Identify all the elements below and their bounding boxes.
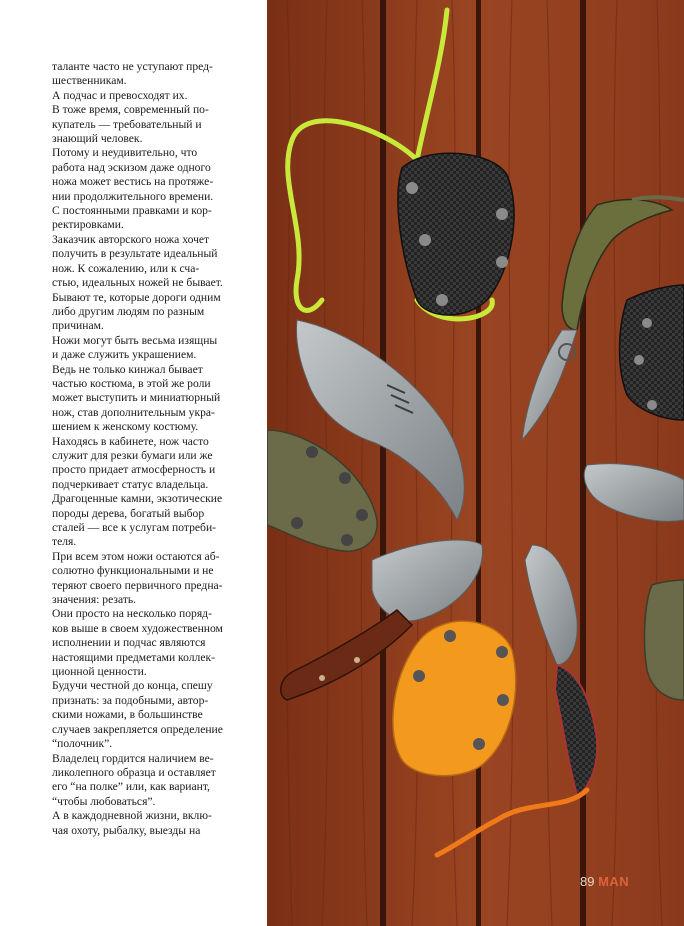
article-line: ножа может вестись на протяже- <box>52 175 214 189</box>
article-line: солютно функциональными и не <box>52 564 214 578</box>
article-line: ликолепного образца и оставляет <box>52 765 216 779</box>
article-line: таланте часто не уступают пред- <box>52 60 213 73</box>
knives-photo-svg <box>267 0 684 926</box>
article-line: Заказчик авторского ножа хочет <box>52 232 210 246</box>
article-line: случаев закрепляется определение <box>52 722 223 736</box>
article-paragraph <box>52 60 242 89</box>
article-line: Ведь не только кинжал бывает <box>52 362 203 376</box>
knives-photo <box>267 0 684 926</box>
article-paragraph <box>52 809 242 838</box>
article-line: нож. К сожалению, или к сча- <box>52 261 200 275</box>
article-line: знающий человек. <box>52 132 143 146</box>
article-paragraph <box>52 550 242 608</box>
article-line: шением к женскому костюму. <box>52 420 199 434</box>
article-line: ков выше в своем художественном <box>52 621 223 635</box>
article-line: нии продолжительного времени. <box>52 189 214 203</box>
article-line: настоящими предметами коллек- <box>52 650 215 664</box>
article-paragraph <box>52 607 242 679</box>
article-paragraph <box>52 679 242 751</box>
page-number: 89 <box>580 874 595 889</box>
article-line: частью костюма, в этой же роли <box>52 376 211 390</box>
article-line: его “на полке” или, как вариант, <box>52 780 210 794</box>
article-paragraph <box>52 89 242 103</box>
article-line: ционной ценности. <box>52 665 147 679</box>
article-line: и даже служить украшением. <box>52 348 197 362</box>
article-line: либо другим людям по разным <box>52 304 205 318</box>
article-line: скими ножами, в большинстве <box>52 708 203 722</box>
article-line: получить в результате идеальный <box>52 247 218 261</box>
article-line: С постоянными правками и кор- <box>52 204 212 218</box>
article-line: Они просто на несколько поряд- <box>52 607 212 621</box>
article-line: А подчас и превосходят их. <box>52 88 188 102</box>
article-line: служит для резки бумаги или же <box>52 448 213 462</box>
article-line: Драгоценные камни, экзотические <box>52 492 223 506</box>
magazine-name: MAN <box>598 874 630 889</box>
article-line: сталей — все к услугам потреби- <box>52 521 217 534</box>
article-line: породы дерева, богатый выбор <box>52 506 205 520</box>
article-line: шественникам. <box>52 74 127 88</box>
article-paragraph <box>52 233 242 334</box>
article-line: работа над эскизом даже одного <box>52 160 211 174</box>
article-paragraph <box>52 334 242 550</box>
article-line: подчеркивает статус владельца. <box>52 477 209 491</box>
article-line: чая охоту, рыбалку, выезды на <box>52 823 201 837</box>
article-line: Владелец гордится наличием ве- <box>52 751 214 765</box>
article-line: нож, став дополнительным укра- <box>52 405 215 419</box>
article-line: Находясь в кабинете, нож часто <box>52 434 209 448</box>
article-paragraph <box>52 146 242 204</box>
article-line: просто придает атмосферность и <box>52 463 216 477</box>
article-line: стью, идеальных ножей не бывает. <box>52 276 223 290</box>
article-text-column <box>52 60 242 838</box>
article-line: А в каждодневной жизни, вклю- <box>52 809 212 823</box>
article-line: ректировками. <box>52 218 124 232</box>
article-line: теряют своего первичного предна- <box>52 578 223 592</box>
article-line: причинам. <box>52 319 104 333</box>
article-paragraph <box>52 204 242 233</box>
article-line: Потому и неудивительно, что <box>52 146 198 160</box>
article-line: Бывают те, которые дороги одним <box>52 290 221 304</box>
article-line: признать: за подобными, автор- <box>52 693 209 707</box>
article-line: значения: резать. <box>52 593 137 607</box>
article-line: исполнении и подчас являются <box>52 636 206 650</box>
article-line: В тоже время, современный по- <box>52 103 209 117</box>
article-line: “чтобы любоваться”. <box>52 794 156 808</box>
page-folio <box>580 874 629 889</box>
article-paragraph <box>52 752 242 810</box>
article-line: купатель — требовательный и <box>52 117 202 131</box>
article-line: “полочник”. <box>52 737 113 751</box>
article-line: Будучи честной до конца, спешу <box>52 679 213 693</box>
article-line: может выступить и миниатюрный <box>52 391 221 405</box>
article-paragraph <box>52 103 242 146</box>
article-line: При всем этом ножи остаются аб- <box>52 549 220 563</box>
article-line: теля. <box>52 535 77 549</box>
article-line: Ножи могут быть весьма изящны <box>52 333 218 347</box>
